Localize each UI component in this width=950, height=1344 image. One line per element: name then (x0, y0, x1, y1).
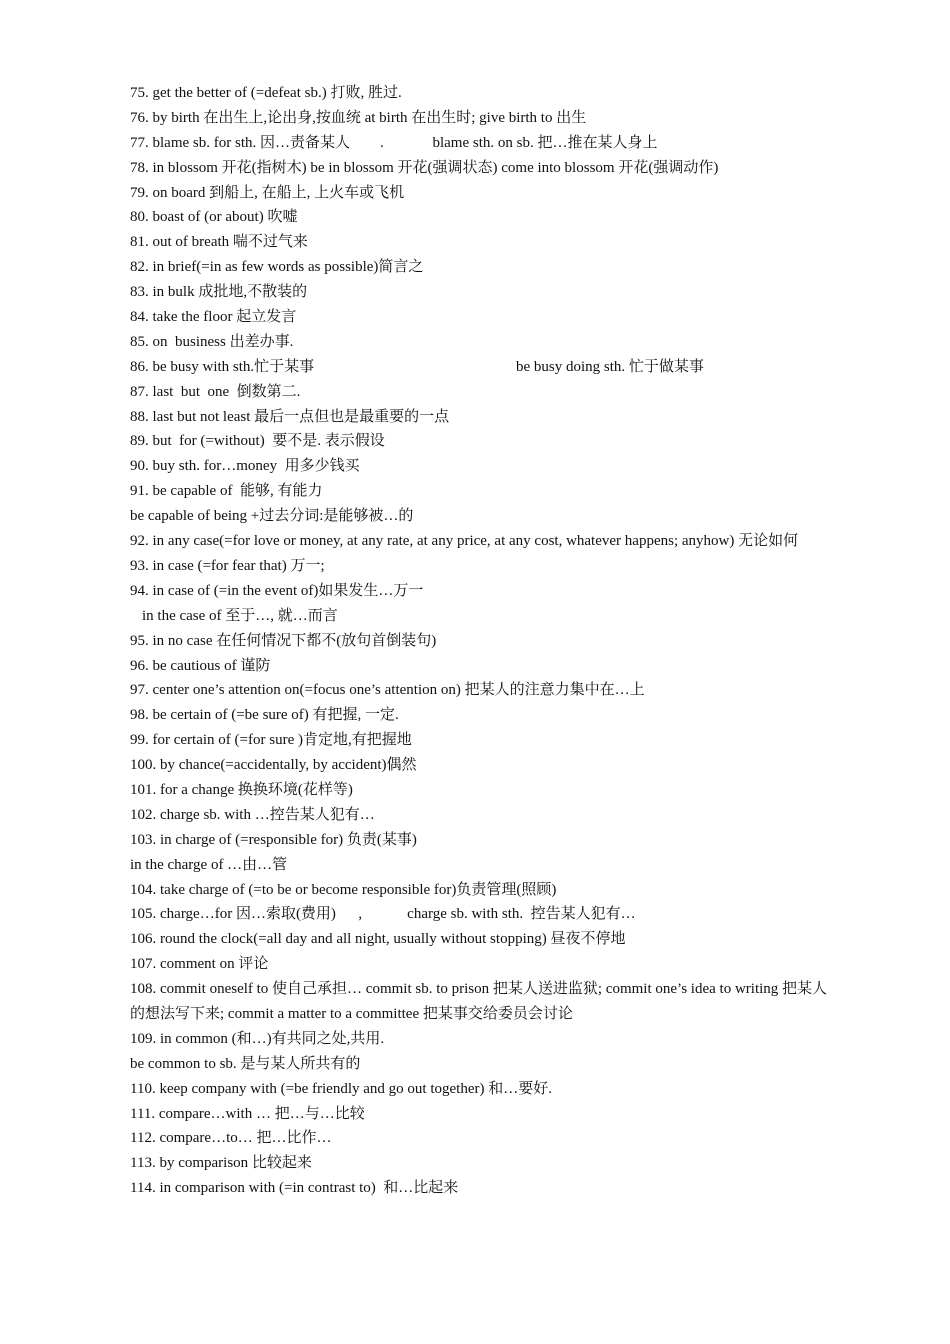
list-item: 91. be capable of 能够, 有能力 (130, 483, 323, 500)
list-item: 109. in common (和…)有共同之处,共用. (130, 1030, 385, 1047)
list-item: 76. by birth 在出生上,论出身,按血统 at birth 在出生时; give birth to 出生 (130, 109, 587, 126)
list-item: 112. compare…to… 把…比作… (130, 1130, 332, 1147)
list-item: in the case of 至于…, 就…而言 (142, 607, 338, 624)
list-item: 89. but for (=without) 要不是. 表示假设 (130, 433, 385, 450)
list-item-right: be busy doing sth. 忙于做某事 (516, 358, 704, 375)
list-item: 105. charge…for 因…索取(费用) , charge sb. with sth. 控告某人犯有… (130, 906, 636, 923)
list-item: 96. be cautious of 谨防 (130, 657, 271, 674)
list-item: 87. last but one 倒数第二. (130, 383, 301, 400)
list-item: 80. boast of (or about) 吹嘘 (130, 209, 298, 226)
list-item: 84. take the floor 起立发言 (130, 309, 297, 326)
list-item: 102. charge sb. with …控告某人犯有… (130, 806, 375, 823)
list-item: 99. for certain of (=for sure )肯定地,有把握地 (130, 732, 412, 749)
document-page (130, 81, 830, 1201)
list-item: in the charge of …由…管 (130, 856, 288, 873)
list-item: 98. be certain of (=be sure of) 有把握, 一定. (130, 707, 399, 724)
list-item: 95. in no case 在任何情况下都不(放句首倒装句) (130, 632, 437, 649)
list-item: 101. for a change 换换环境(花样等) (130, 781, 353, 798)
list-item: 103. in charge of (=responsible for) 负责(某事) (130, 831, 417, 848)
list-item: 107. comment on 评论 (130, 956, 269, 973)
list-item: 93. in case (=for fear that) 万一; (130, 557, 325, 574)
list-item: 90. buy sth. for…money 用多少钱买 (130, 458, 360, 475)
list-item: 111. compare…with … 把…与…比较 (130, 1105, 365, 1122)
list-item: 108. commit oneself to 使自己承担… commit sb. to prison 把某人送进监狱; commit one’s idea to writing 把某人的想法写下来; commit a matter to a committee 把某事交给委员会讨论 (130, 981, 828, 1022)
list-item: be capable of being +过去分词:是能够被…的 (130, 508, 414, 525)
list-item: 75. get the better of (=defeat sb.) 打败, 胜过. (130, 85, 402, 101)
list-item: 94. in case of (=in the event of)如果发生…万一 (130, 582, 424, 599)
list-item: 77. blame sb. for sth. 因…责备某人 . blame sth. on sb. 把…推在某人身上 (130, 134, 658, 151)
list-item-left: 86. be busy with sth.忙于某事 (130, 358, 315, 375)
list-item: 79. on board 到船上, 在船上, 上火车或飞机 (130, 184, 405, 201)
list-item: be common to sb. 是与某人所共有的 (130, 1055, 361, 1072)
list-item: 85. on business 出差办事. (130, 333, 294, 350)
list-item: 82. in brief(=in as few words as possible)简言之 (130, 259, 424, 276)
list-item: 114. in comparison with (=in contrast to) 和…比起来 (130, 1180, 459, 1197)
list-item: 81. out of breath 喘不过气来 (130, 234, 308, 251)
list-item: 78. in blossom 开花(指树木) be in blossom 开花(强调状态) come into blossom 开花(强调动作) (130, 159, 719, 176)
list-item: 83. in bulk 成批地,不散装的 (130, 284, 308, 301)
list-item: 110. keep company with (=be friendly and go out together) 和…要好. (130, 1080, 552, 1097)
list-item: 100. by chance(=accidentally, by accident)偶然 (130, 757, 417, 774)
list-item: 113. by comparison 比较起来 (130, 1155, 312, 1172)
list-item: 88. last but not least 最后一点但也是最重要的一点 (130, 408, 450, 425)
list-item: 92. in any case(=for love or money, at any rate, at any price, at any cost, whatever happens; anyhow) 无论如何 (130, 533, 799, 550)
list-item: 97. center one’s attention on(=focus one’s attention on) 把某人的注意力集中在…上 (130, 682, 645, 699)
list-item: 104. take charge of (=to be or become responsible for)负责管理(照顾) (130, 881, 557, 898)
list-item (130, 355, 830, 380)
list-item: 106. round the clock(=all day and all night, usually without stopping) 昼夜不停地 (130, 931, 626, 948)
